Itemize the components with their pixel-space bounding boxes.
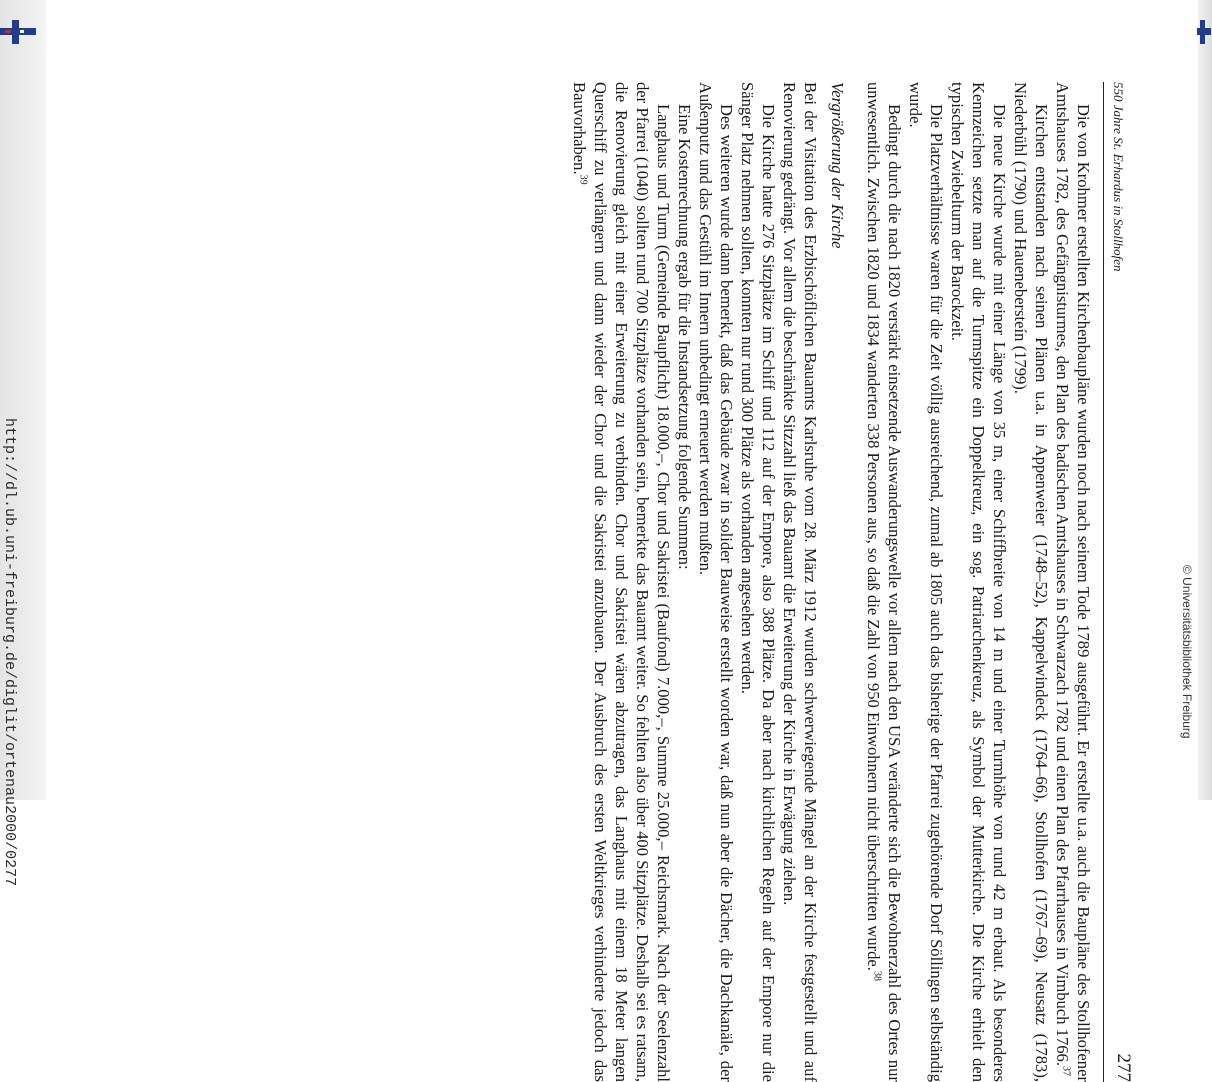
- paragraph: [947, 82, 1010, 1082]
- paragraph: [779, 82, 821, 1082]
- paragraph-text: Langhaus und Turm (Gemeinde Baupflicht) 18.000,–, Chor und Sakristei (Baufond) 7.000,–, Summe 25.000,– Reichsmark. Nach der Seelenzahl der Pfarrei (1040) sollten rund 700 Sitzplätze vorhanden sein, bemerkte das Bauamt weiter. So fehlten also über 400 Sitzplätze. Deshalb sei es ratsam, die Renovierung gleich mit einer Erweiterung zu verbinden. Chor und Sakristei wären abzutragen, das Langhaus mit einem 18 Meter langen Querschiff zu verlängern und dann wieder der Chor und die Sakristei anzubauen. Der Ausbruch des ersten Weltkrieges verhinderte jedoch das Bauvorhaben.: [570, 82, 673, 1082]
- paragraph: [905, 82, 947, 1082]
- source-url[interactable]: http://dl.ub.uni-freiburg.de/diglit/ortenau2000/0277: [0, 418, 18, 886]
- right-edge-text: © Universitätsbibliothek Freiburg: [1180, 565, 1194, 739]
- library-logo-fragment-icon: [1197, 20, 1211, 44]
- paragraph: [1052, 82, 1094, 1082]
- paragraph: [674, 82, 695, 1082]
- paragraph-text: Bei der Visitation des Erzbischöflichen Bauamts Karlsruhe vom 28. März 1912 wurden schwerwiegende Mängel an der Kirche festgestellt und auf Renovierung gedrängt. Vor allem die beschränkte Sitzzahl ließ das Bauamt die Erweiterung der Kirche in Erwägung ziehen.: [780, 82, 820, 1082]
- paragraph-text: Des weiteren wurde dann bemerkt, daß das Gebäude zwar in solider Bauweise erstellt worden war, daß nun aber die Dächer, die Dachkanäle, der Außenputz und das Gestühl im Innern unbedingt erneuert werden mußten.: [696, 82, 736, 1082]
- library-logo-icon: [0, 20, 40, 44]
- paragraph-group-1: [863, 82, 1094, 1082]
- right-margin-strip: [1198, 0, 1212, 800]
- footnote-ref: 37: [1061, 1066, 1072, 1076]
- paragraph: [1010, 82, 1052, 1082]
- paragraph-text: Die Platzverhältnisse waren für die Zeit völlig ausreichend, zumal ab 1805 auch das bisherige der Pfarrei zugehörende Dorf Söllingen selbständig wurde.: [906, 82, 946, 1082]
- running-title: 550 Jahre St. Erhardus in Stollhofen: [1110, 82, 1126, 271]
- paragraph-text: Eine Kostenrechnung ergab für die Instandsetzung folgende Summen:: [675, 104, 694, 570]
- running-header: [1103, 82, 1136, 1082]
- paragraph: [569, 82, 674, 1082]
- page-body: [569, 82, 1094, 1082]
- paragraph-text: Kirchen entstanden nach seinen Plänen u.a. in Appenweier (1748–52), Kappelwindeck (1764–66), Stollhofen (1767–69), Neusatz (1783), Niederbühl (1790) und Hauenebersteín (1799).: [1011, 82, 1051, 1082]
- paragraph: [695, 82, 737, 1082]
- document-page: [130, 22, 1140, 662]
- paragraph-text: Die neue Kirche wurde mit einer Länge von 35 m, einer Schiffbreite von 14 m und einer Turmhöhe von rund 42 m erbaut. Als besonderes Kennzeichen setzte man auf die Turmspitze ein Doppelkreuz, ein sog. Patriarchenkreuz, als Symbol der Mutterkirche. Die Kirche erhielt den typischen Zwiebelturm der Barockzeit.: [948, 82, 1009, 1082]
- paragraph: [863, 82, 905, 1082]
- paragraph-text: Die von Krohmer erstellten Kirchenbaupläne wurden noch nach seinem Tode 1789 ausgeführt. Er erstellte u.a. auch die Baupläne des Stollhofener Amtshauses 1782, des Gefängnisturmes, den Plan des badischen Amtshauses in Schwarzach 1782 und einen Plan des Pfarrhauses in Vimbuch 1766.: [1053, 82, 1093, 1082]
- paragraph: [737, 82, 779, 1082]
- footnote-ref: 38: [872, 971, 883, 981]
- footnote-ref: 39: [578, 175, 589, 185]
- section-heading: Vergrößerung der Kirche: [827, 82, 848, 1082]
- page-number: 277: [1112, 1054, 1134, 1082]
- paragraph-group-2: [569, 82, 821, 1082]
- paragraph-text: Die Kirche hatte 276 Sitzplätze im Schiff und 112 auf der Empore, also 388 Plätze. Da aber nach kirchlichen Regeln auf der Empore nur die Sänger Platz nehmen sollten, konnten nur rund 300 Plätze als vorhanden angesehen werden.: [738, 82, 778, 1082]
- paragraph-text: Bedingt durch die nach 1820 verstärkt einsetzende Auswanderungswelle vor allem nach den USA veränderte sich die Bewohnerzahl des Ortes nur unwesentlich. Zwischen 1820 und 1834 wanderten 338 Personen aus, so daß die Zahl von 950 Einwohnern nicht überschritten wurde.: [864, 82, 904, 1082]
